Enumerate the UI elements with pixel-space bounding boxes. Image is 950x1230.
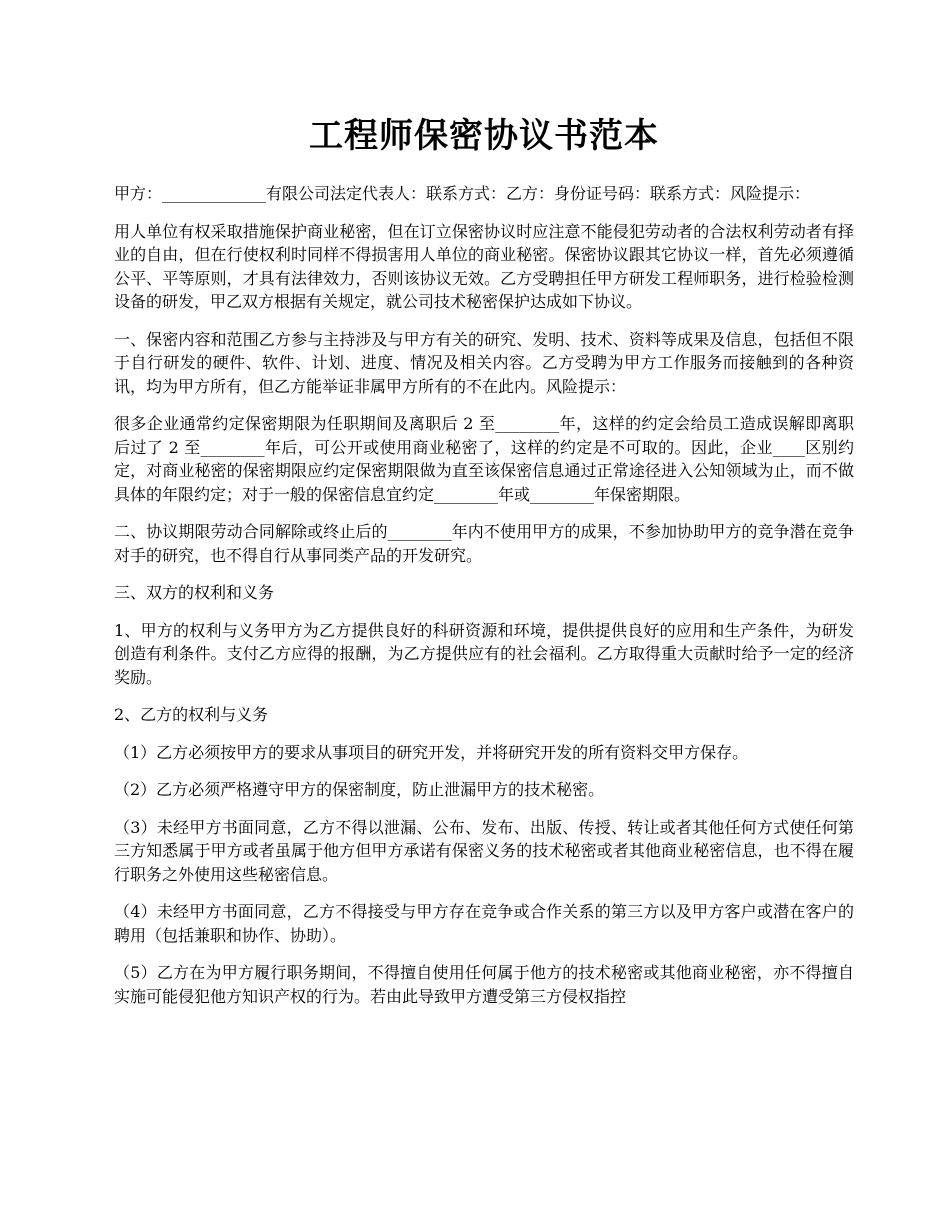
document-page [114,112,854,1022]
clause-4: （4）未经甲方书面同意，乙方不得接受与甲方存在竞争或合作关系的第三方以及甲方客户或潜在客户的聘用（包括兼职和协作、协助）。 [114,902,854,945]
paragraph-parties: 甲方：_____________有限公司法定代表人：联系方式：乙方：身份证号码：联系方式：风险提示： [114,184,811,203]
paragraph-party-a-rights: 1、甲方的权利与义务甲方为乙方提供良好的科研资源和环境，提供提供良好的应用和生产条件，为研发创造有利条件。支付乙方应得的报酬，为乙方提供应有的社会福利。乙方取得重大贡献时给予一定的经济奖励。 [114,620,854,687]
document-title: 工程师保密协议书范本 [309,116,659,156]
clause-1: （1）乙方必须按甲方的要求从事项目的研究开发，并将研究开发的所有资料交甲方保存。 [114,742,749,762]
clause-5: （5）乙方在为甲方履行职务期间，不得擅自使用任何属于他方的技术秘密或其他商业秘密，亦不得擅自实施可能侵犯他方知识产权的行为。若由此导致甲方遭受第三方侵权指控 [114,963,854,1006]
paragraph-intro: 用人单位有权采取措施保护商业秘密，但在订立保密协议时应注意不能侵犯劳动者的合法权利劳动者有择业的自由，但在行使权利时同样不得损害用人单位的商业秘密。保密协议跟其它协议一样，首先必须遵循公平、平等原则，才具有法律效力，否则该协议无效。乙方受聘担任甲方研发工程师职务，进行检验检测设备的研发，甲乙双方根据有关规定，就公司技术秘密保护达成如下协议。 [114,221,854,311]
clause-3: （3）未经甲方书面同意，乙方不得以泄漏、公布、发布、出版、传授、转让或者其他任何方式使任何第三方知悉属于甲方或者虽属于他方但甲方承诺有保密义务的技术秘密或者其他商业秘密信息，也不得在履行职务之外使用这些秘密信息。 [114,817,854,884]
section-heading-party-b: 2、乙方的权利与义务 [114,705,269,724]
clause-2: （2）乙方必须严格遵守甲方的保密制度，防止泄漏甲方的技术秘密。 [114,780,605,799]
section-heading-rights: 三、双方的权利和义务 [114,583,275,602]
paragraph-scope: 一、保密内容和范围乙方参与主持涉及与甲方有关的研究、发明、技术、资料等成果及信息，包括但不限于自行研发的硬件、软件、计划、进度、情况及相关内容。乙方受聘为甲方工作服务而接触到的各种资讯，均为甲方所有，但乙方能举证非属甲方所有的不在此内。风险提示： [114,329,854,396]
paragraph-term: 二、协议期限劳动合同解除或终止后的________年内不使用甲方的成果，不参加协助甲方的竞争潜在竞争对手的研究，也不得自行从事同类产品的开发研究。 [114,522,854,565]
paragraph-period-risk: 很多企业通常约定保密期限为任职期间及离职后 2 至________年，这样的约定会给员工造成误解即离职后过了 2 至________年后，可公开或使用商业秘密了，这样的约定是不可取的。因此，企业____区别约定，对商业秘密的保密期限应约定保密期限做为直至该保密信息通过正常途径进入公知领域为止，而不做具体的年限约定；对于一般的保密信息宜约定________年或________年保密期限。 [114,414,854,504]
